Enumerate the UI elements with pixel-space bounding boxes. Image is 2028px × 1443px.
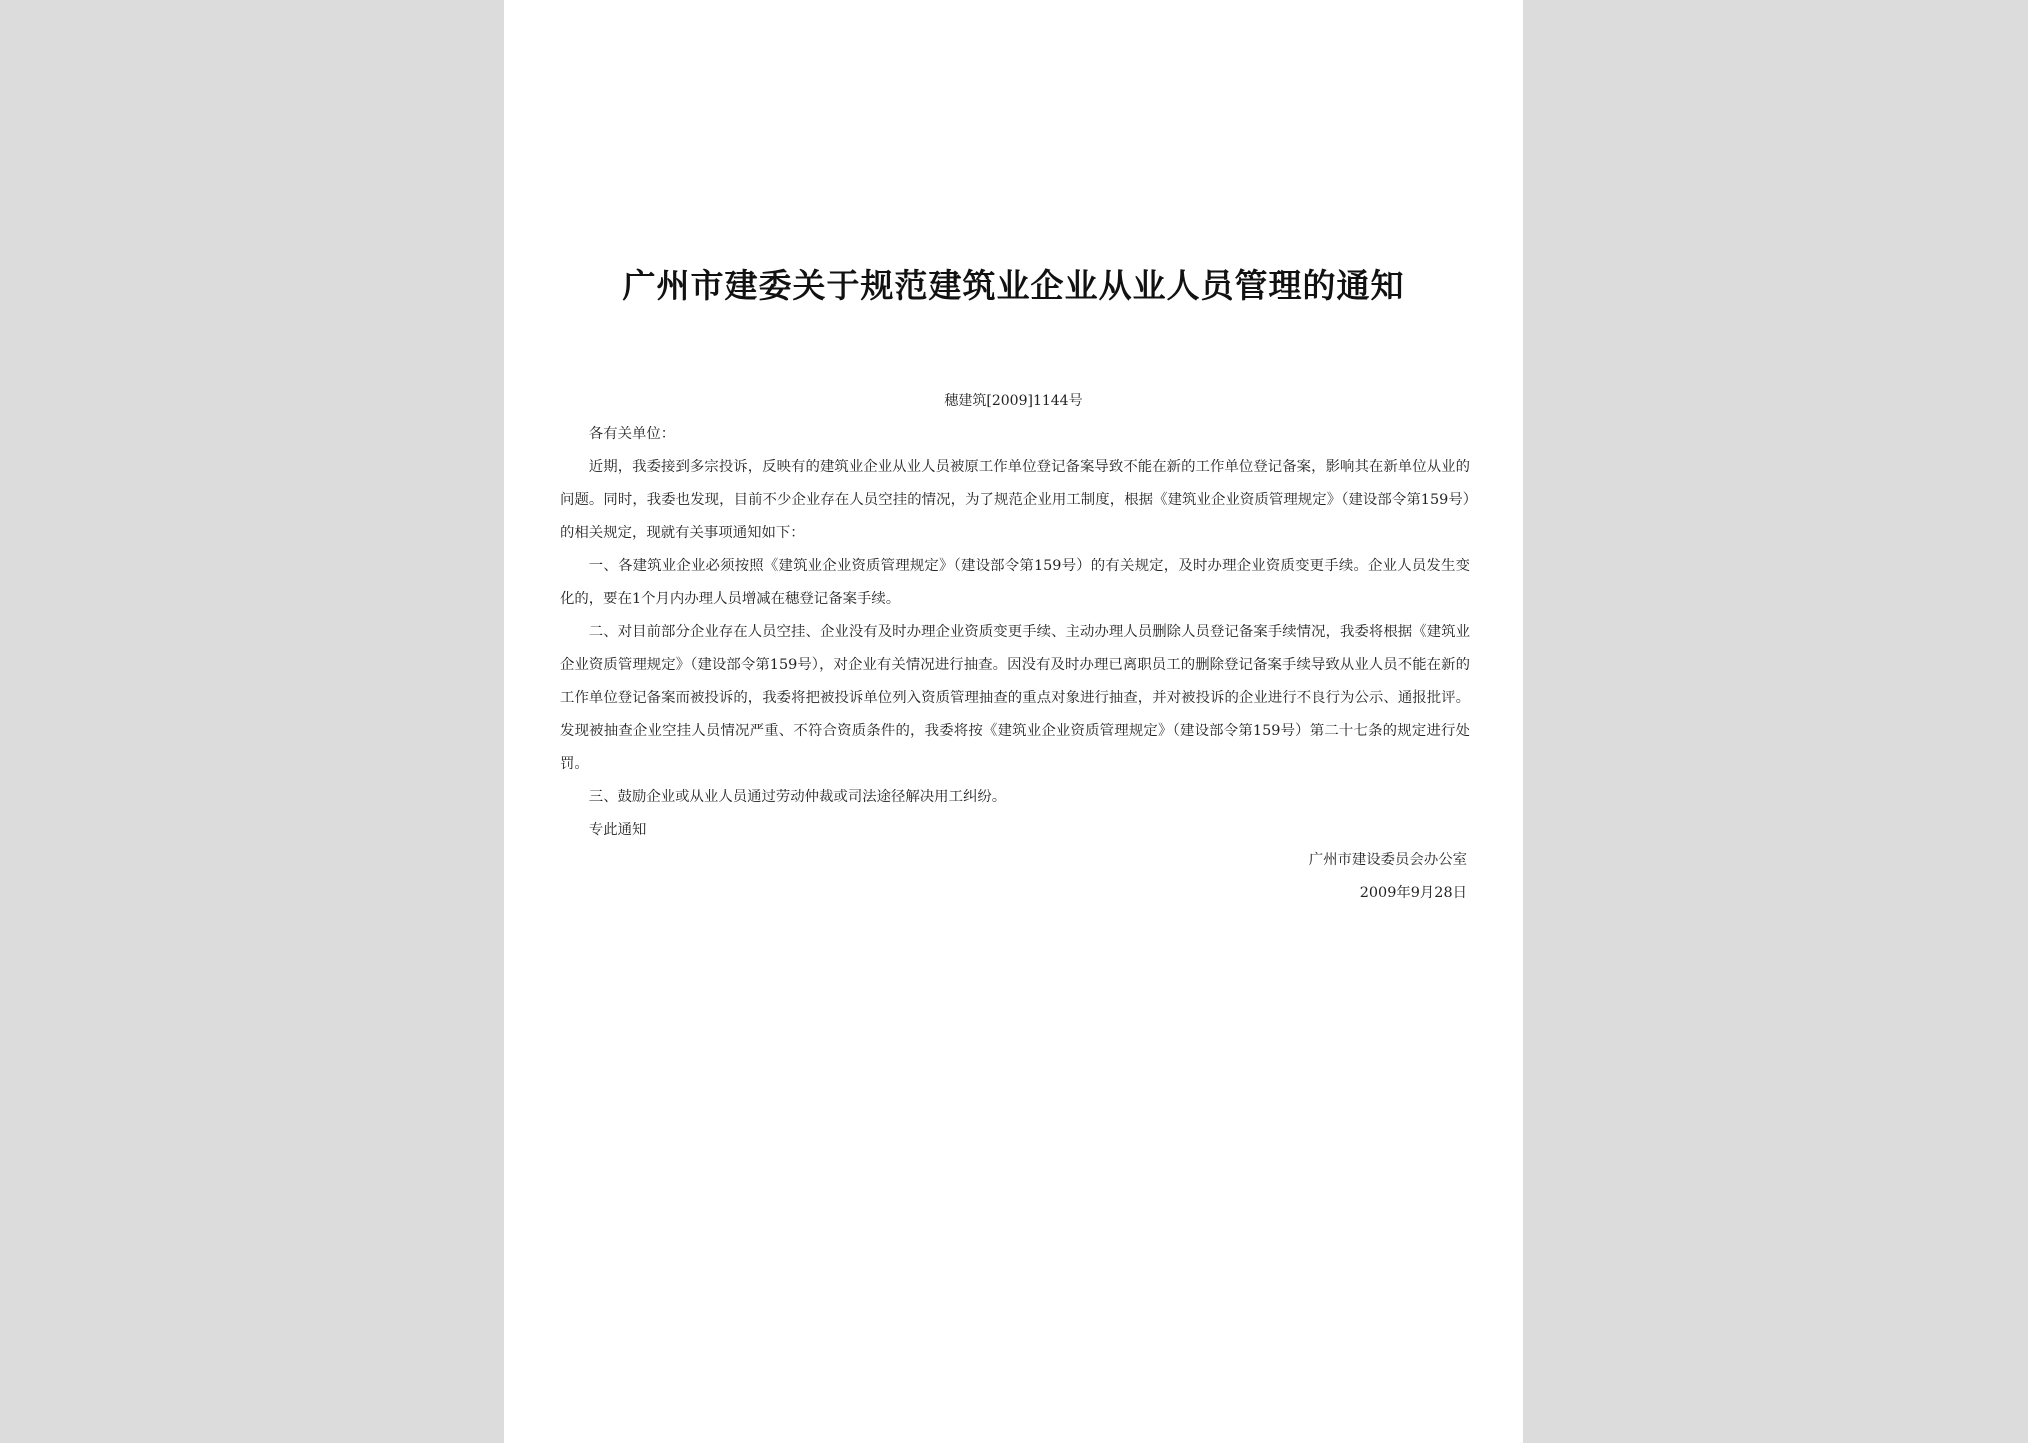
document-page — [504, 0, 1523, 1443]
paragraph-item-1: 一、各建筑业企业必须按照《建筑业企业资质管理规定》（建设部令第159号）的有关规定，及时办理企业资质变更手续。企业人员发生变化的，要在1个月内办理人员增减在穗登记备案手续。 — [560, 558, 1470, 607]
signature-date: 2009年9月28日 — [1359, 885, 1467, 901]
document-body — [560, 418, 1470, 847]
salutation: 各有关单位： — [588, 426, 676, 442]
document-title: 广州市建委关于规范建筑业企业从业人员管理的通知 — [622, 266, 1405, 305]
paragraph-item-3: 三、鼓励企业或从业人员通过劳动仲裁或司法途径解决用工纠纷。 — [588, 789, 1007, 805]
paragraph-intro: 近期，我委接到多宗投诉，反映有的建筑业企业从业人员被原工作单位登记备案导致不能在新的工作单位登记备案，影响其在新单位从业的问题。同时，我委也发现，目前不少企业存在人员空挂的情况，为了规范企业用工制度，根据《建筑业企业资质管理规定》（建设部令第159号）的相关规定，现就有关事项通知如下： — [560, 459, 1470, 541]
signature-block — [1309, 844, 1467, 910]
signature-issuer: 广州市建设委员会办公室 — [1308, 852, 1467, 868]
paragraph-closing: 专此通知 — [588, 822, 647, 838]
document-number: 穗建筑[2009]1144号 — [944, 393, 1083, 409]
paragraph-item-2: 二、对目前部分企业存在人员空挂、企业没有及时办理企业资质变更手续、主动办理人员删除人员登记备案手续情况，我委将根据《建筑业企业资质管理规定》（建设部令第159号），对企业有关情况进行抽查。因没有及时办理已离职员工的删除登记备案手续导致从业人员不能在新的工作单位登记备案而被投诉的，我委将把被投诉单位列入资质管理抽查的重点对象进行抽查，并对被投诉的企业进行不良行为公示、通报批评。发现被抽查企业空挂人员情况严重、不符合资质条件的，我委将按《建筑业企业资质管理规定》（建设部令第159号）第二十七条的规定进行处罚。 — [560, 624, 1470, 772]
